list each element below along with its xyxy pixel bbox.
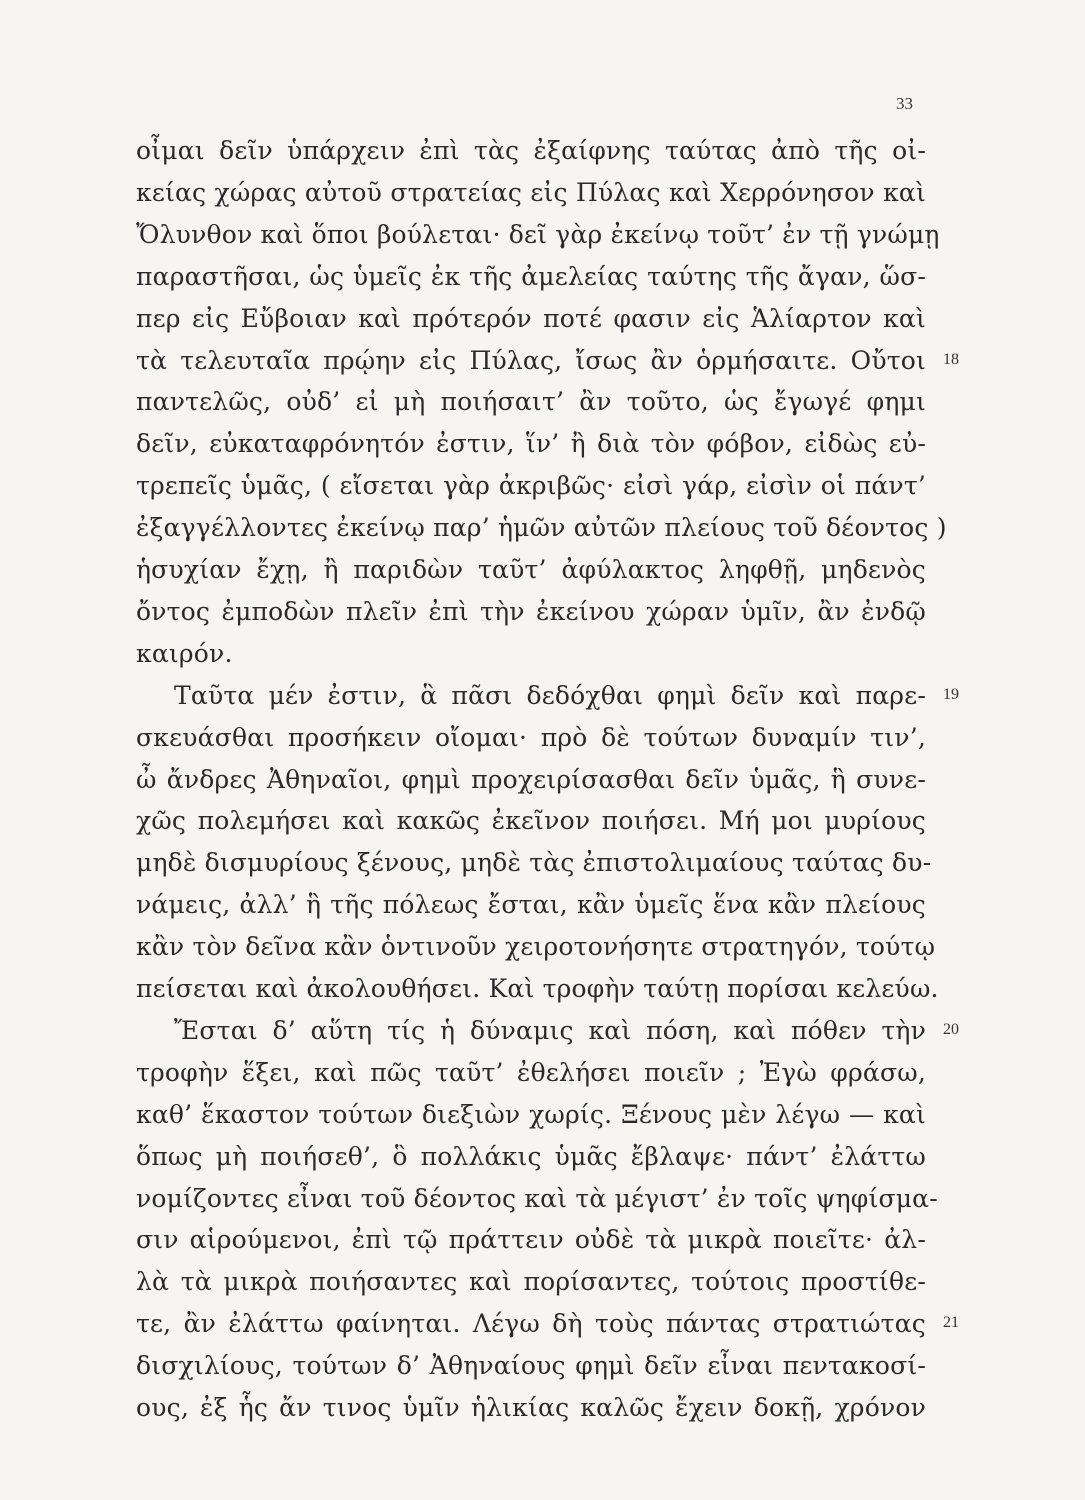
text-line: δισχιλίους, τούτων δ’ Ἀθηναίους φημὶ δεῖν εἶναι πεντακοσί- <box>136 1351 926 1381</box>
text-line: ὄντος ἐμποδὼν πλεῖν ἐπὶ τὴν ἐκείνου χώραν ὑμῖν, ἂν ἐνδῷ <box>136 596 926 626</box>
text-line: οἶμαι δεῖν ὑπάρχειν ἐπὶ τὰς ἐξαίφνης ταύτας ἀπὸ τῆς οἰ- <box>136 136 926 165</box>
text-line: καθ’ ἕκαστον τούτων διεξιὼν χωρίς. Ξένους μὲν λέγω — καὶ <box>136 1099 926 1129</box>
text-line: κἂν τὸν δεῖνα κἂν ὁντινοῦν χειροτονήσητε στρατηγόν, τούτῳ <box>136 932 936 962</box>
text-line: παραστῆσαι, ὡς ὑμεῖς ἐκ τῆς ἀμελείας ταύτης τῆς ἄγαν, ὥσ- <box>136 261 926 291</box>
section-number: 18 <box>943 350 959 368</box>
text-line: καιρόν. <box>136 638 233 668</box>
text-line: Ἔσται δ’ αὕτη τίς ἡ δύναμις καὶ πόση, καὶ πόθεν τὴν <box>174 1015 926 1045</box>
text-line: τρεπεῖς ὑμᾶς, ( εἴσεται γὰρ ἀκριβῶς· εἰσὶ γάρ, εἰσὶν οἱ πάντ’ <box>136 471 926 501</box>
text-line: πείσεται καὶ ἀκολουθήσει. Καὶ τροφὴν ταύτῃ πορίσαι κελεύω. <box>136 974 939 1003</box>
text-line: ους, ἐξ ἧς ἄν τινος ὑμῖν ἡλικίας καλῶς ἔχειν δοκῇ, χρόνον <box>136 1393 926 1422</box>
section-number: 20 <box>943 1020 959 1038</box>
text-line: μηδὲ δισμυρίους ξένους, μηδὲ τὰς ἐπιστολιμαίους ταύτας δυ- <box>136 848 932 878</box>
text-line: παντελῶς, οὐδ’ εἰ μὴ ποιήσαιτ’ ἂν τοῦτο, ὡς ἔγωγέ φημι <box>136 387 926 417</box>
text-line: ἡσυχίαν ἔχῃ, ἢ παριδὼν ταῦτ’ ἀφύλακτος ληφθῇ, μηδενὸς <box>136 555 926 584</box>
text-line: ἐξαγγέλλοντες ἐκείνῳ παρ’ ἡμῶν αὐτῶν πλείους τοῦ δέοντος ) <box>136 513 947 543</box>
text-line: λὰ τὰ μικρὰ ποιήσαντες καὶ πορίσαντες, τούτοις προστίθε- <box>136 1267 926 1297</box>
text-line: Ταῦτα μέν ἐστιν, ἃ πᾶσι δεδόχθαι φημὶ δεῖν καὶ παρε- <box>174 680 926 710</box>
section-number: 19 <box>943 685 959 703</box>
text-line: νομίζοντες εἶναι τοῦ δέοντος καὶ τὰ μέγιστ’ ἐν τοῖς ψηφίσμα- <box>136 1183 938 1213</box>
text-line: χῶς πολεμήσει καὶ κακῶς ἐκεῖνον ποιήσει. Μή μοι μυρίους <box>136 806 926 836</box>
page-number: 33 <box>896 94 913 113</box>
text-line: κείας χώρας αὐτοῦ στρατείας εἰς Πύλας καὶ Χερρόνησον καὶ <box>136 177 926 207</box>
text-line: τε, ἂν ἐλάττω φαίνηται. Λέγω δὴ τοὺς πάντας στρατιώτας <box>136 1309 926 1339</box>
text-line: νάμεις, ἀλλ’ ἣ τῆς πόλεως ἔσται, κἂν ὑμεῖς ἕνα κἂν πλείους <box>136 890 926 920</box>
text-line: Ὄλυνθον καὶ ὅποι βούλεται· δεῖ γὰρ ἐκείνῳ τοῦτ’ ἐν τῇ γνώμῃ <box>136 219 940 249</box>
text-line: ὅπως μὴ ποιήσεθ’, ὃ πολλάκις ὑμᾶς ἔβλαψε· πάντ’ ἐλάττω <box>136 1141 926 1171</box>
text-line: ὦ ἄνδρες Ἀθηναῖοι, φημὶ προχειρίσασθαι δεῖν ὑμᾶς, ἣ συνε- <box>136 764 926 794</box>
text-line: τροφὴν ἕξει, καὶ πῶς ταῦτ’ ἐθελήσει ποιεῖν ; Ἐγὼ φράσω, <box>136 1057 926 1087</box>
text-line: δεῖν, εὐκαταφρόνητόν ἐστιν, ἵν’ ἢ διὰ τὸν φόβον, εἰδὼς εὐ- <box>136 429 926 459</box>
text-line: σκευάσθαι προσήκειν οἴομαι· πρὸ δὲ τούτων δυναμίν τιν’, <box>136 722 926 752</box>
text-line: σιν αἱρούμενοι, ἐπὶ τῷ πράττειν οὐδὲ τὰ μικρὰ ποιεῖτε· ἀλ- <box>136 1225 926 1255</box>
text-line: τὰ τελευταῖα πρῴην εἰς Πύλας, ἴσως ἂν ὁρμήσαιτε. Οὔτοι <box>136 345 926 375</box>
text-line: περ εἰς Εὔβοιαν καὶ πρότερόν ποτέ φασιν εἰς Ἁλίαρτον καὶ <box>136 303 926 333</box>
section-number: 21 <box>943 1314 959 1332</box>
